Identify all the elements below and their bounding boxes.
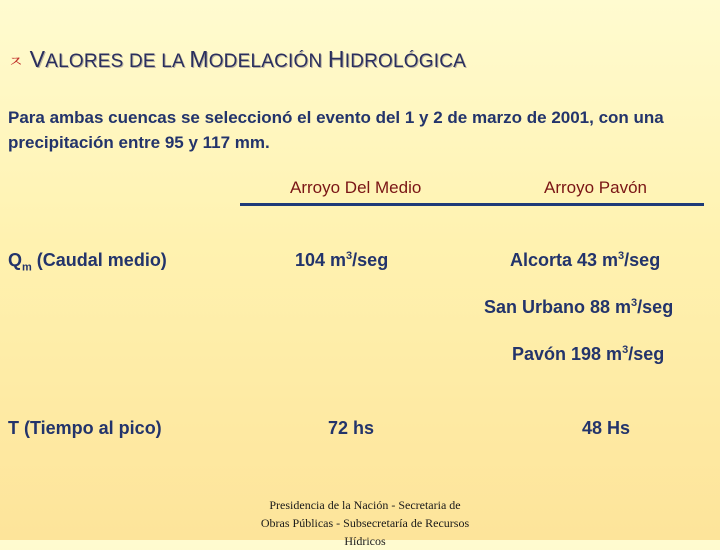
t-medio-value: 72 hs (328, 418, 375, 438)
title-w1-cap: V (29, 46, 46, 72)
qm-pavon-pavon-text: Pavón 198 m (512, 344, 623, 364)
qm-pavon-alcorta-exponent: 3 (618, 250, 625, 262)
page-title (8, 46, 466, 73)
title-w4-rest: IDROLÓGICA (344, 51, 467, 72)
qm-medio-number: 104 m (295, 250, 347, 270)
row-label-tiempo-pico: T (Tiempo al pico) (8, 418, 162, 438)
qm-pavon-pavon-unit: /seg (628, 344, 665, 364)
qm-pavon-pavon (512, 344, 664, 365)
qm-symbol: Q (8, 250, 23, 270)
qm-pavon-alcorta (510, 250, 660, 271)
title-w1-rest: ALORES (45, 51, 124, 72)
bullet-icon: ㅈ (8, 54, 24, 71)
t-pavon-value: 48 Hs (582, 418, 631, 438)
row-label-qm (8, 250, 167, 274)
column-header-arroyo-pavon: Arroyo Pavón (544, 178, 647, 197)
intro-text: Para ambas cuencas se seleccionó el evento del 1 y 2 de marzo de 2001, con una precipitación entre 95 y 117 mm. (8, 108, 664, 152)
qm-medio-exponent: 3 (346, 250, 353, 262)
qm-pavon-san-urbano-unit: /seg (637, 297, 674, 317)
title-w4-cap: H (327, 46, 345, 72)
title-w3-cap: M (189, 46, 209, 72)
qm-pavon-san-urbano (484, 297, 673, 318)
qm-pavon-alcorta-text: Alcorta 43 m (510, 250, 619, 270)
qm-subscript: m (22, 261, 32, 274)
qm-pavon-san-urbano-text: San Urbano 88 m (484, 297, 632, 317)
qm-medio-value (295, 250, 388, 271)
qm-pavon-san-urbano-exponent: 3 (631, 297, 638, 309)
header-divider (240, 203, 704, 206)
qm-description: (Caudal medio) (31, 250, 167, 270)
qm-pavon-pavon-exponent: 3 (622, 344, 629, 356)
qm-pavon-alcorta-unit: /seg (624, 250, 661, 270)
title-w3-rest: ODELACIÓN (208, 51, 323, 72)
title-w2: DE LA (128, 51, 184, 72)
column-header-arroyo-del-medio: Arroyo Del Medio (290, 178, 422, 197)
qm-medio-unit: /seg (352, 250, 389, 270)
footer-credit: Presidencia de la Nación - Secretaria de Obras Públicas - Subsecretaría de Recursos Hídricos (260, 498, 470, 548)
